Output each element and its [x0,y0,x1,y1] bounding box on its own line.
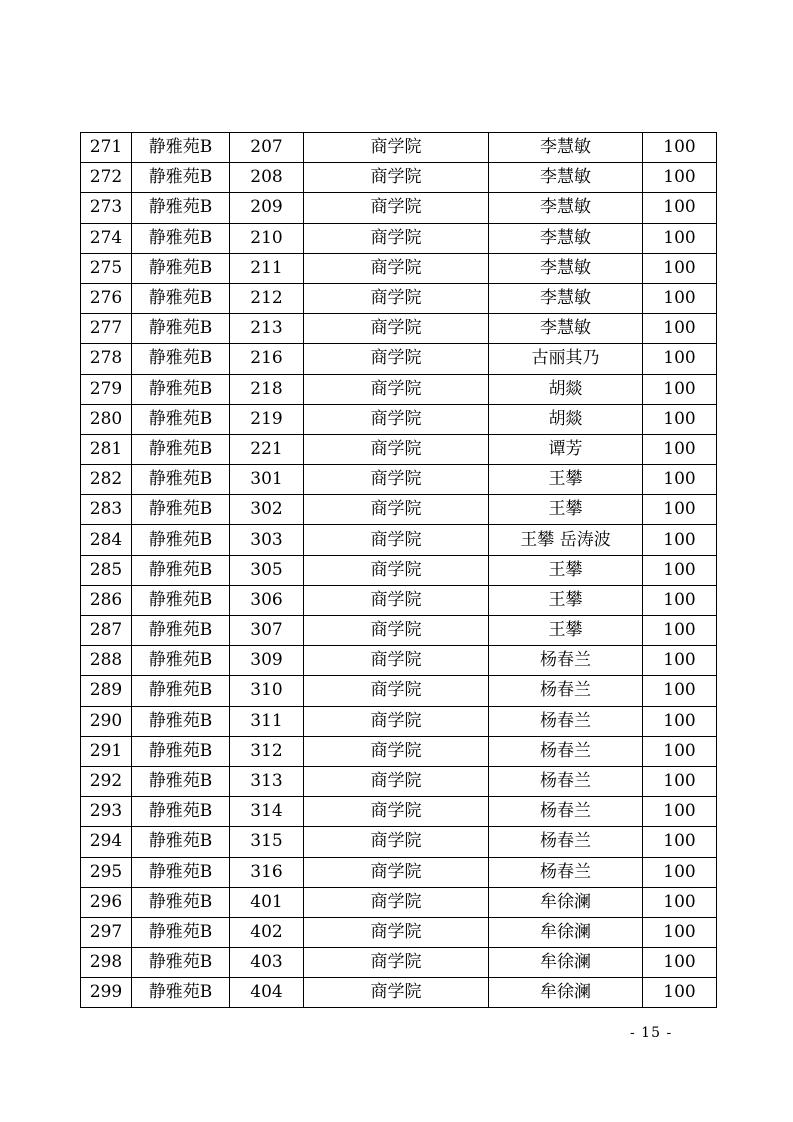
room-number-cell: 303 [230,525,304,555]
table-row [81,676,717,706]
table-row [81,465,717,495]
room-number-cell: 212 [230,283,304,313]
room-number-cell: 216 [230,344,304,374]
row-number-cell: 286 [81,585,132,615]
row-number-cell: 289 [81,676,132,706]
building-cell: 静雅苑B [132,253,230,283]
responsible-person-cell: 王攀 [489,465,643,495]
building-cell: 静雅苑B [132,434,230,464]
table-row [81,434,717,464]
row-number-cell: 294 [81,827,132,857]
score-cell: 100 [643,133,717,163]
building-cell: 静雅苑B [132,344,230,374]
building-cell: 静雅苑B [132,766,230,796]
room-number-cell: 402 [230,917,304,947]
building-cell: 静雅苑B [132,887,230,917]
table-row [81,827,717,857]
score-cell: 100 [643,434,717,464]
building-cell: 静雅苑B [132,978,230,1008]
building-cell: 静雅苑B [132,374,230,404]
college-cell: 商学院 [304,253,489,283]
row-number-cell: 295 [81,857,132,887]
college-cell: 商学院 [304,525,489,555]
responsible-person-cell: 王攀 [489,555,643,585]
score-cell: 100 [643,465,717,495]
table-row [81,917,717,947]
college-cell: 商学院 [304,706,489,736]
score-cell: 100 [643,344,717,374]
row-number-cell: 283 [81,495,132,525]
college-cell: 商学院 [304,133,489,163]
room-number-cell: 210 [230,223,304,253]
table-row [81,646,717,676]
building-cell: 静雅苑B [132,797,230,827]
room-number-cell: 312 [230,736,304,766]
room-number-cell: 401 [230,887,304,917]
responsible-person-cell: 杨春兰 [489,766,643,796]
room-number-cell: 307 [230,616,304,646]
building-cell: 静雅苑B [132,525,230,555]
college-cell: 商学院 [304,646,489,676]
table-row [81,374,717,404]
score-cell: 100 [643,827,717,857]
table-row [81,404,717,434]
table-row [81,344,717,374]
building-cell: 静雅苑B [132,193,230,223]
building-cell: 静雅苑B [132,555,230,585]
college-cell: 商学院 [304,314,489,344]
building-cell: 静雅苑B [132,163,230,193]
row-number-cell: 277 [81,314,132,344]
table-row [81,525,717,555]
score-cell: 100 [643,917,717,947]
college-cell: 商学院 [304,857,489,887]
room-number-cell: 221 [230,434,304,464]
score-cell: 100 [643,374,717,404]
responsible-person-cell: 牟徐澜 [489,978,643,1008]
college-cell: 商学院 [304,827,489,857]
table-row [81,283,717,313]
room-number-cell: 207 [230,133,304,163]
room-number-cell: 309 [230,646,304,676]
row-number-cell: 272 [81,163,132,193]
table-row [81,706,717,736]
room-number-cell: 310 [230,676,304,706]
building-cell: 静雅苑B [132,223,230,253]
responsible-person-cell: 杨春兰 [489,736,643,766]
row-number-cell: 274 [81,223,132,253]
responsible-person-cell: 谭芳 [489,434,643,464]
table-row [81,133,717,163]
score-cell: 100 [643,797,717,827]
responsible-person-cell: 胡燚 [489,404,643,434]
row-number-cell: 271 [81,133,132,163]
building-cell: 静雅苑B [132,585,230,615]
responsible-person-cell: 李慧敏 [489,193,643,223]
room-number-cell: 313 [230,766,304,796]
row-number-cell: 275 [81,253,132,283]
table-row [81,314,717,344]
room-number-cell: 208 [230,163,304,193]
responsible-person-cell: 李慧敏 [489,314,643,344]
score-cell: 100 [643,283,717,313]
college-cell: 商学院 [304,283,489,313]
responsible-person-cell: 杨春兰 [489,797,643,827]
room-number-cell: 213 [230,314,304,344]
row-number-cell: 296 [81,887,132,917]
building-cell: 静雅苑B [132,917,230,947]
college-cell: 商学院 [304,495,489,525]
building-cell: 静雅苑B [132,646,230,676]
responsible-person-cell: 杨春兰 [489,646,643,676]
score-cell: 100 [643,223,717,253]
score-cell: 100 [643,948,717,978]
responsible-person-cell: 古丽其乃 [489,344,643,374]
row-number-cell: 299 [81,978,132,1008]
college-cell: 商学院 [304,585,489,615]
table-row [81,163,717,193]
table-row [81,766,717,796]
row-number-cell: 281 [81,434,132,464]
score-cell: 100 [643,253,717,283]
score-cell: 100 [643,163,717,193]
room-number-cell: 404 [230,978,304,1008]
room-number-cell: 301 [230,465,304,495]
building-cell: 静雅苑B [132,314,230,344]
responsible-person-cell: 杨春兰 [489,706,643,736]
responsible-person-cell: 杨春兰 [489,857,643,887]
building-cell: 静雅苑B [132,465,230,495]
score-cell: 100 [643,555,717,585]
row-number-cell: 291 [81,736,132,766]
responsible-person-cell: 牟徐澜 [489,917,643,947]
score-cell: 100 [643,676,717,706]
row-number-cell: 297 [81,917,132,947]
responsible-person-cell: 李慧敏 [489,133,643,163]
college-cell: 商学院 [304,374,489,404]
responsible-person-cell: 李慧敏 [489,283,643,313]
row-number-cell: 298 [81,948,132,978]
college-cell: 商学院 [304,766,489,796]
building-cell: 静雅苑B [132,133,230,163]
responsible-person-cell: 王攀 [489,585,643,615]
building-cell: 静雅苑B [132,283,230,313]
responsible-person-cell: 杨春兰 [489,676,643,706]
table-row [81,193,717,223]
room-number-cell: 403 [230,948,304,978]
score-cell: 100 [643,585,717,615]
table-row [81,616,717,646]
college-cell: 商学院 [304,555,489,585]
row-number-cell: 285 [81,555,132,585]
room-number-cell: 218 [230,374,304,404]
college-cell: 商学院 [304,344,489,374]
room-number-cell: 305 [230,555,304,585]
score-cell: 100 [643,736,717,766]
building-cell: 静雅苑B [132,706,230,736]
row-number-cell: 280 [81,404,132,434]
responsible-person-cell: 王攀 [489,495,643,525]
responsible-person-cell: 牟徐澜 [489,887,643,917]
college-cell: 商学院 [304,917,489,947]
score-cell: 100 [643,314,717,344]
table-row [81,736,717,766]
responsible-person-cell: 李慧敏 [489,223,643,253]
building-cell: 静雅苑B [132,857,230,887]
room-number-cell: 211 [230,253,304,283]
responsible-person-cell: 王攀 岳涛波 [489,525,643,555]
college-cell: 商学院 [304,465,489,495]
responsible-person-cell: 王攀 [489,616,643,646]
building-cell: 静雅苑B [132,676,230,706]
score-cell: 100 [643,766,717,796]
score-cell: 100 [643,525,717,555]
row-number-cell: 293 [81,797,132,827]
building-cell: 静雅苑B [132,404,230,434]
responsible-person-cell: 牟徐澜 [489,948,643,978]
score-cell: 100 [643,978,717,1008]
college-cell: 商学院 [304,434,489,464]
row-number-cell: 288 [81,646,132,676]
room-number-cell: 219 [230,404,304,434]
college-cell: 商学院 [304,676,489,706]
table-row [81,797,717,827]
table-row [81,887,717,917]
row-number-cell: 284 [81,525,132,555]
building-cell: 静雅苑B [132,827,230,857]
room-number-cell: 209 [230,193,304,223]
score-cell: 100 [643,495,717,525]
row-number-cell: 276 [81,283,132,313]
score-cell: 100 [643,706,717,736]
building-cell: 静雅苑B [132,495,230,525]
college-cell: 商学院 [304,223,489,253]
room-number-cell: 316 [230,857,304,887]
responsible-person-cell: 李慧敏 [489,163,643,193]
table-body [81,133,717,1008]
row-number-cell: 279 [81,374,132,404]
dormitory-score-table [80,132,717,1008]
college-cell: 商学院 [304,797,489,827]
score-cell: 100 [643,887,717,917]
score-cell: 100 [643,193,717,223]
table-row [81,948,717,978]
score-cell: 100 [643,404,717,434]
responsible-person-cell: 胡燚 [489,374,643,404]
score-cell: 100 [643,857,717,887]
room-number-cell: 302 [230,495,304,525]
row-number-cell: 273 [81,193,132,223]
building-cell: 静雅苑B [132,948,230,978]
college-cell: 商学院 [304,404,489,434]
table-row [81,223,717,253]
row-number-cell: 278 [81,344,132,374]
row-number-cell: 290 [81,706,132,736]
college-cell: 商学院 [304,978,489,1008]
room-number-cell: 315 [230,827,304,857]
responsible-person-cell: 李慧敏 [489,253,643,283]
room-number-cell: 314 [230,797,304,827]
row-number-cell: 287 [81,616,132,646]
college-cell: 商学院 [304,948,489,978]
building-cell: 静雅苑B [132,616,230,646]
college-cell: 商学院 [304,616,489,646]
table-row [81,495,717,525]
college-cell: 商学院 [304,736,489,766]
responsible-person-cell: 杨春兰 [489,827,643,857]
college-cell: 商学院 [304,163,489,193]
row-number-cell: 282 [81,465,132,495]
college-cell: 商学院 [304,193,489,223]
table-row [81,857,717,887]
score-cell: 100 [643,646,717,676]
row-number-cell: 292 [81,766,132,796]
table-row [81,555,717,585]
score-cell: 100 [643,616,717,646]
table-row [81,978,717,1008]
room-number-cell: 311 [230,706,304,736]
room-number-cell: 306 [230,585,304,615]
page-number: - 15 - [630,1025,673,1041]
college-cell: 商学院 [304,887,489,917]
table-row [81,585,717,615]
table-row [81,253,717,283]
building-cell: 静雅苑B [132,736,230,766]
